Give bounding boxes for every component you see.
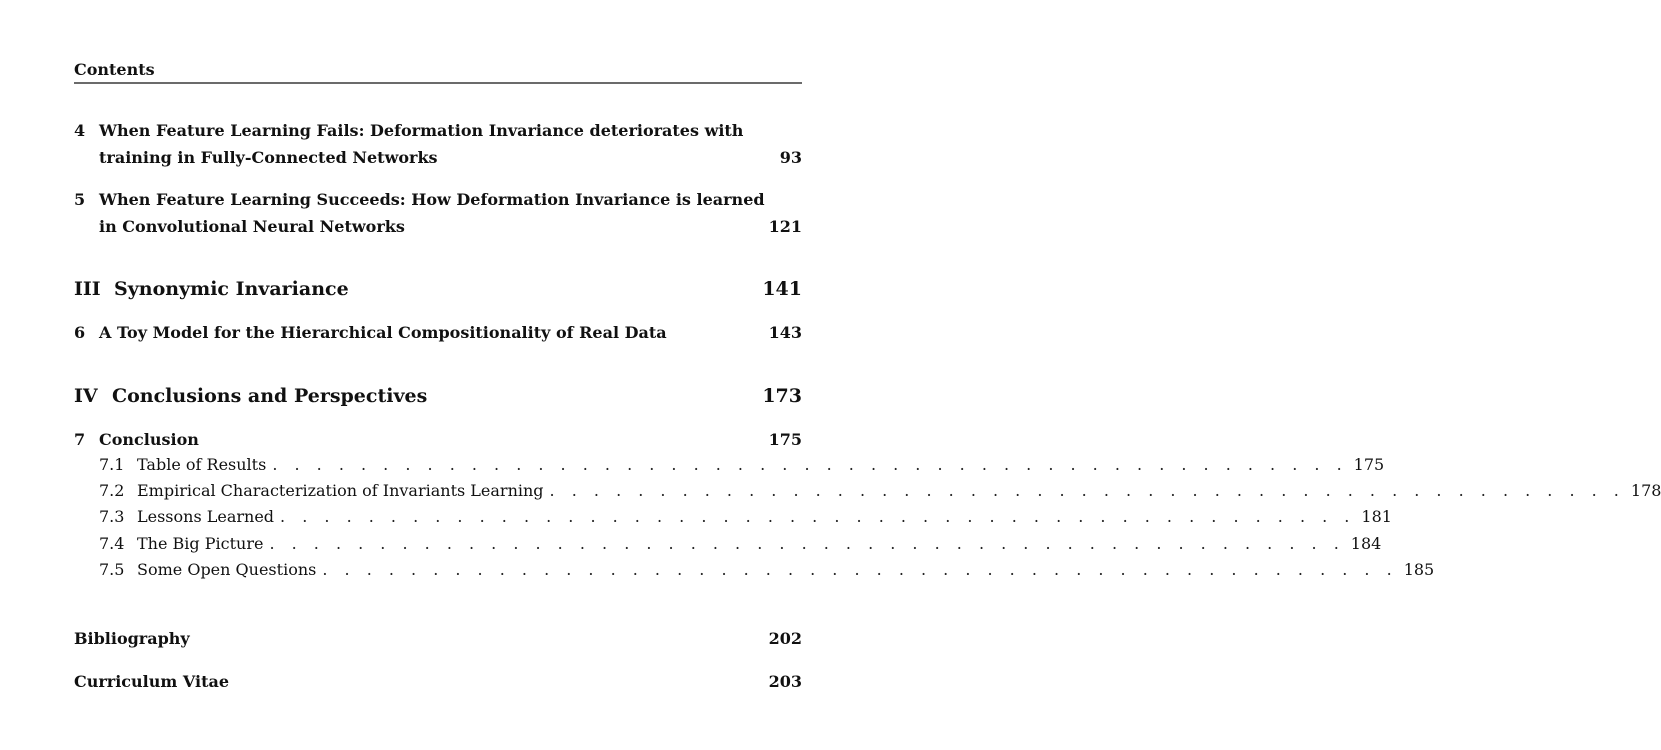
chapter-page: 93 <box>779 148 802 167</box>
backmatter-title: Bibliography <box>74 629 190 648</box>
chapter-page: 121 <box>768 217 802 236</box>
section-number: 7.2 <box>99 481 125 500</box>
section-title: Table of Results <box>137 452 272 478</box>
section-title: The Big Picture <box>137 531 269 557</box>
backmatter-page: 203 <box>768 672 802 691</box>
dot-leader: . . . . . . . . . . . . . . . . . . . . . . . . . . . . . . . . . . . . . . . . . . . . . . . . . <box>272 455 1348 474</box>
section-title: Some Open Questions <box>137 557 322 583</box>
chapter-title: Conclusion <box>99 430 199 449</box>
part-title: Conclusions and Perspectives <box>112 385 428 407</box>
toc-section-7-1[interactable] <box>74 452 1385 478</box>
header-title: Contents <box>74 60 155 79</box>
chapter-number: 5 <box>74 190 86 209</box>
toc-chapter-7[interactable] <box>74 426 802 453</box>
chapter-title: When Feature Learning Succeeds: How Deformation Invariance is learned in Convolutional Neural Networks <box>99 190 765 236</box>
toc-page <box>74 0 1661 750</box>
section-number: 7.1 <box>99 455 125 474</box>
section-title: Lessons Learned <box>137 504 280 530</box>
toc-chapter-4[interactable] <box>74 117 802 171</box>
section-page: 184 <box>1350 534 1382 553</box>
part-page: 141 <box>762 278 802 300</box>
part-number: III <box>74 278 101 300</box>
backmatter-title: Curriculum Vitae <box>74 672 230 691</box>
section-number: 7.4 <box>99 534 125 553</box>
toc-section-7-5[interactable] <box>74 557 1435 583</box>
part-page: 173 <box>762 385 802 407</box>
dot-leader: . . . . . . . . . . . . . . . . . . . . . . . . . . . . . . . . . . . . . . . . . . . . . . . . . <box>549 481 1625 500</box>
section-page: 178 <box>1630 481 1661 500</box>
toc-chapter-6[interactable] <box>74 319 802 346</box>
chapter-number: 6 <box>74 323 86 342</box>
toc-section-7-4[interactable] <box>74 531 1382 557</box>
chapter-number: 4 <box>74 121 86 140</box>
section-page: 175 <box>1353 455 1385 474</box>
dot-leader: . . . . . . . . . . . . . . . . . . . . . . . . . . . . . . . . . . . . . . . . . . . . . . . . . <box>269 534 1345 553</box>
section-page: 185 <box>1403 560 1435 579</box>
toc-section-7-3[interactable] <box>74 504 1392 530</box>
toc-chapter-5[interactable] <box>74 186 802 240</box>
chapter-page: 143 <box>768 323 802 342</box>
part-number: IV <box>74 385 98 407</box>
chapter-title: When Feature Learning Fails: Deformation Invariance deteriorates with training in Fully-Connected Networks <box>99 121 744 167</box>
part-title: Synonymic Invariance <box>114 278 349 300</box>
backmatter-page: 202 <box>768 629 802 648</box>
dot-leader: . . . . . . . . . . . . . . . . . . . . . . . . . . . . . . . . . . . . . . . . . . . . . . . . . <box>322 560 1398 579</box>
chapter-number: 7 <box>74 430 86 449</box>
section-page: 181 <box>1361 507 1392 526</box>
dot-leader: . . . . . . . . . . . . . . . . . . . . . . . . . . . . . . . . . . . . . . . . . . . . . . . . . <box>280 507 1356 526</box>
running-header <box>74 58 802 84</box>
toc-section-7-2[interactable] <box>74 478 1661 504</box>
chapter-title: A Toy Model for the Hierarchical Compositionality of Real Data <box>99 323 667 342</box>
section-number: 7.3 <box>99 507 125 526</box>
section-number: 7.5 <box>99 560 125 579</box>
chapter-page: 175 <box>768 430 802 449</box>
section-title: Empirical Characterization of Invariants Learning <box>137 478 550 504</box>
